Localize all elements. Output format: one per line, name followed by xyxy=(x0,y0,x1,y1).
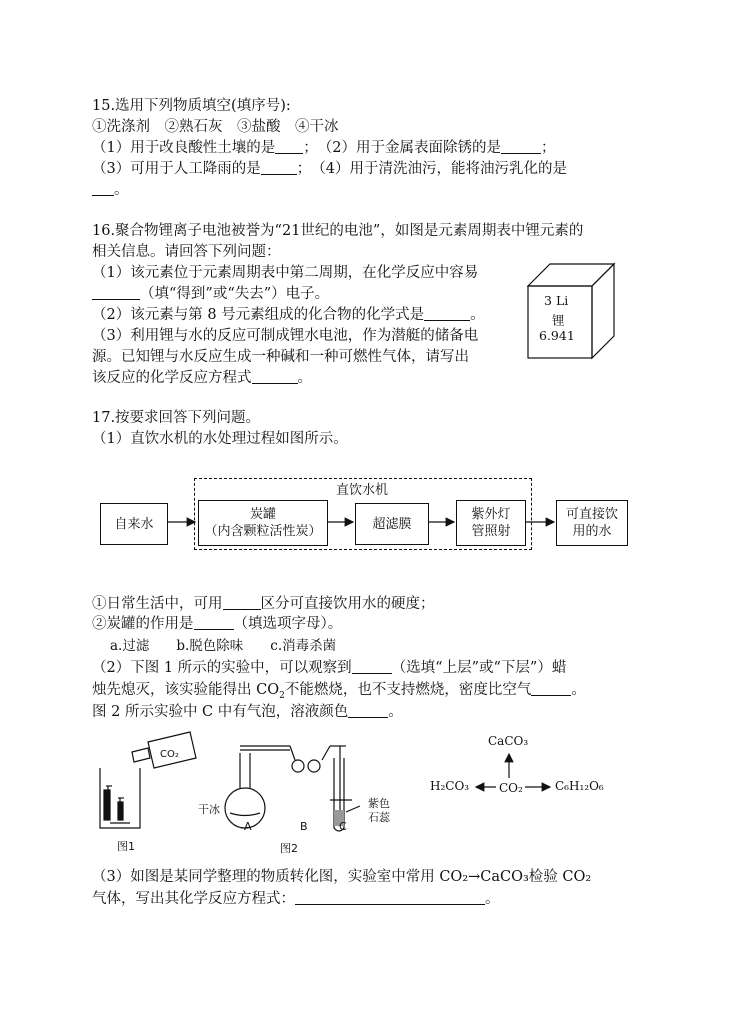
fig1-label: 图1 xyxy=(117,840,135,853)
q15-stem: 15.选用下列物质填空(填序号): xyxy=(92,98,291,114)
q15-options: ①洗涤剂 ②熟石灰 ③盐酸 ④干冰 xyxy=(92,119,339,135)
q15-line-3: 。 xyxy=(92,180,129,200)
flow-step-uv: 紫外灯 管照射 xyxy=(456,500,526,546)
element-mass: 6.941 xyxy=(539,328,575,343)
q16-p3c: 该反应的化学反应方程式 。 xyxy=(92,370,312,386)
fig2-purple-label: 紫色 xyxy=(368,797,390,810)
answer-blank[interactable] xyxy=(295,890,485,905)
q15-line-1: （1）用于改良酸性土壤的是 ； （2）用于金属表面除锈的是 ； xyxy=(92,140,556,156)
fig1-co2-label: CO₂ xyxy=(160,749,179,760)
flow-source: 自来水 xyxy=(100,503,168,545)
q16-p3b: 源。已知锂与水反应生成一种碱和一种可燃性气体，请写出 xyxy=(92,349,469,365)
fig2-label: 图2 xyxy=(280,842,298,855)
q16-stem-1: 16.聚合物锂离子电池被誉为“21世纪的电池”，如图是元素周期表中锂元素的 xyxy=(92,223,584,239)
q17-s1: ①日常生活中，可用 区分可直接饮用水的硬度； xyxy=(92,596,435,612)
q16-p2: （2）该元素与第 8 号元素组成的化合物的化学式是 。 xyxy=(92,307,485,323)
q17-p2c: 图 2 所示实验中 C 中有气泡，溶液颜色 。 xyxy=(92,704,403,720)
q16-stem-2: 相关信息。请回答下列问题： xyxy=(92,244,281,260)
q17-s2: ②炭罐的作用是 （填选项字母）。 xyxy=(92,616,343,632)
q16-p1b: （填“得到”或“失去”）电子。 xyxy=(92,284,329,304)
q17-p2a: （2）下图 1 所示的实验中，可以观察到 （选填“上层”或“下层”）蜡 xyxy=(92,660,567,676)
q17-choices: a.过滤 b.脱色除味 c.消毒杀菌 xyxy=(110,638,337,654)
map-glucose: C₆H₁₂O₆ xyxy=(555,779,604,793)
map-caco3: CaCO₃ xyxy=(488,734,529,748)
element-number-symbol: 3 Li xyxy=(544,293,569,308)
element-name: 锂 xyxy=(552,313,565,328)
machine-label: 直饮水机 xyxy=(334,479,390,498)
q15-line-2: （3）可用于人工降雨的是 ； （4）用于清洗油污，能将油污乳化的是 xyxy=(92,161,567,177)
flow-step-ultrafilter: 超滤膜 xyxy=(355,503,429,545)
fig2-a-label: A xyxy=(244,820,252,833)
q17-p2b: 烛先熄灭，该实验能得出 $CO_2$不能燃烧，也不支持燃烧，密度比空气 。 xyxy=(92,682,586,701)
q16-p3a: （3）利用锂与水的反应可制成锂水电池，作为潜艇的储备电 xyxy=(92,328,479,344)
flow-step-carbon: 炭罐 （内含颗粒活性炭） xyxy=(198,500,328,546)
flow-output: 可直接饮 用的水 xyxy=(556,500,628,546)
q17-p1: （1）直饮水机的水处理过程如图所示。 xyxy=(92,431,348,447)
map-h2co3: H₂CO₃ xyxy=(430,779,470,793)
q17-p3b: 气体，写出其化学反应方程式： 。 xyxy=(92,891,500,907)
q17-stem: 17.按要求回答下列问题。 xyxy=(92,410,261,426)
fig2-litmus-label: 石蕊 xyxy=(368,811,390,824)
fig2-b-label: B xyxy=(300,820,308,833)
q16-p1a: （1）该元素位于元素周期表中第二周期，在化学反应中容易 xyxy=(92,265,479,281)
map-co2: CO₂ xyxy=(499,781,523,795)
q17-p3a: （3）如图是某同学整理的物质转化图，实验室中常用 CO₂→CaCO₃检验 CO₂ xyxy=(92,869,592,885)
fig2-c-label: C xyxy=(339,820,347,833)
fig2-dry-ice-label: 干冰 xyxy=(198,803,220,816)
